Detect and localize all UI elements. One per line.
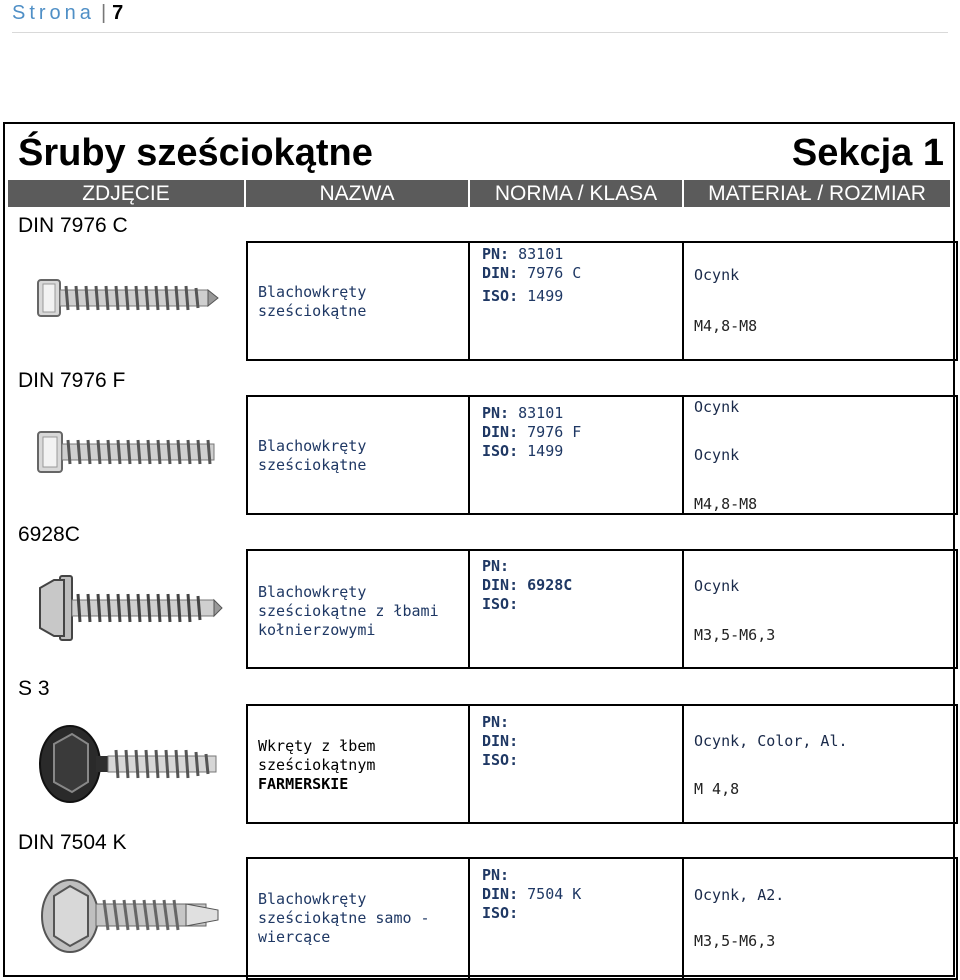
- section-label: Sekcja 1: [791, 132, 944, 174]
- column-header-name: NAZWA: [246, 180, 468, 207]
- product-name: Wkręty z łbem sześciokątnym FARMERSKIE: [258, 737, 376, 793]
- product-name: Blachowkręty sześciokątne samo - wiercące: [258, 890, 430, 946]
- screw-photo: [32, 270, 222, 326]
- norm-values: PN: 83101 DIN: 7976 C ISO: 1499: [482, 245, 582, 305]
- size-value: M4,8-M8: [694, 317, 758, 335]
- material-value: Ocynk, Color, Al.: [694, 732, 848, 750]
- screw-photo: [32, 424, 222, 480]
- material-cell: [682, 241, 958, 361]
- page-label: Strona: [12, 2, 95, 24]
- page-number: 7: [112, 2, 124, 24]
- column-header-material: MATERIAŁ / ROZMIAR: [684, 180, 950, 207]
- product-name: Blachowkręty sześciokątne z łbami kołnierzowymi: [258, 583, 439, 639]
- product-name: Blachowkręty sześciokątne: [258, 437, 367, 474]
- material-value: Ocynk: [694, 398, 740, 416]
- norm-values: PN: DIN: ISO:: [482, 713, 519, 769]
- page-title: Śruby sześciokątne: [18, 132, 373, 174]
- size-value: M3,5-M6,3: [694, 626, 776, 644]
- material-value: Ocynk, A2.: [694, 886, 785, 904]
- material-value: Ocynk: [694, 266, 740, 284]
- group-label: DIN 7976 C: [18, 214, 128, 237]
- column-header-photo: ZDJĘCIE: [8, 180, 244, 207]
- material-value: Ocynk: [694, 577, 740, 595]
- material-cell: [682, 549, 958, 669]
- group-label: S 3: [18, 677, 50, 700]
- page-header: Strona | 7: [12, 2, 124, 24]
- norm-values: PN: DIN: 6928C ISO:: [482, 557, 573, 613]
- group-label: 6928C: [18, 523, 80, 546]
- material-value-2: Ocynk: [694, 446, 740, 464]
- material-cell: [682, 857, 958, 980]
- norm-values: PN: DIN: 7504 K ISO:: [482, 866, 582, 922]
- size-value: M4,8-M8: [694, 495, 758, 513]
- material-cell: [682, 704, 958, 824]
- group-label: DIN 7976 F: [18, 369, 126, 392]
- header-rule: [12, 32, 948, 33]
- group-label: DIN 7504 K: [18, 831, 127, 854]
- size-value: M 4,8: [694, 780, 740, 798]
- size-value: M3,5-M6,3: [694, 932, 776, 950]
- screw-photo: [36, 574, 226, 642]
- product-name: Blachowkręty sześciokątne: [258, 283, 367, 320]
- norm-values: PN: 83101 DIN: 7976 F ISO: 1499: [482, 404, 582, 460]
- screw-photo: [34, 722, 224, 806]
- screw-photo: [36, 874, 226, 958]
- column-header-norm: NORMA / KLASA: [470, 180, 682, 207]
